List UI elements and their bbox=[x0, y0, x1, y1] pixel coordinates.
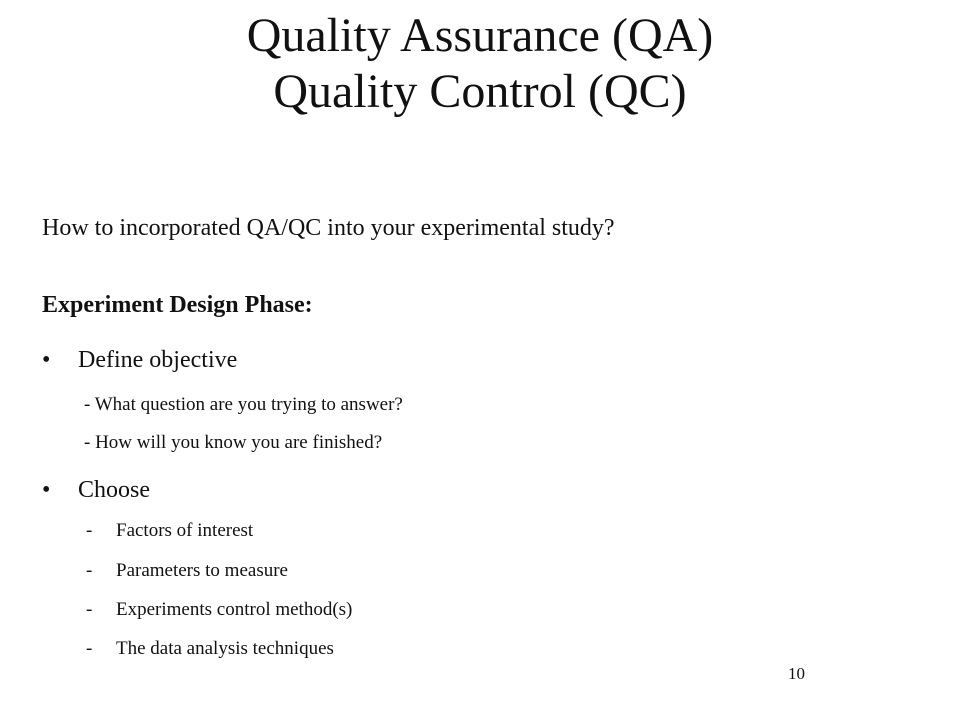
slide-title-line-1: Quality Assurance (QA) bbox=[246, 9, 714, 62]
question-text: How to incorporated QA/QC into your experimental study? bbox=[42, 215, 615, 241]
dash-marker: - bbox=[86, 638, 93, 659]
bullet-label: Define objective bbox=[78, 347, 238, 373]
phase-heading: Experiment Design Phase: bbox=[42, 292, 313, 318]
dash-marker: - bbox=[86, 599, 93, 620]
choose-item-label: Parameters to measure bbox=[116, 560, 288, 581]
bullet-marker: • bbox=[42, 477, 51, 503]
dash-marker: - bbox=[86, 560, 93, 581]
slide-title bbox=[0, 8, 960, 120]
sub-item: - How will you know you are finished? bbox=[84, 432, 383, 453]
page-number: 10 bbox=[788, 664, 805, 683]
bullet-label: Choose bbox=[78, 477, 150, 503]
dash-marker: - bbox=[86, 520, 93, 541]
sub-item: - What question are you trying to answer? bbox=[84, 394, 403, 415]
choose-item-label: Factors of interest bbox=[116, 520, 254, 541]
bullet-marker: • bbox=[42, 347, 51, 373]
choose-item-label: Experiments control method(s) bbox=[116, 599, 353, 620]
choose-item-label: The data analysis techniques bbox=[116, 638, 334, 659]
slide-title-line-2: Quality Control (QC) bbox=[273, 65, 687, 118]
